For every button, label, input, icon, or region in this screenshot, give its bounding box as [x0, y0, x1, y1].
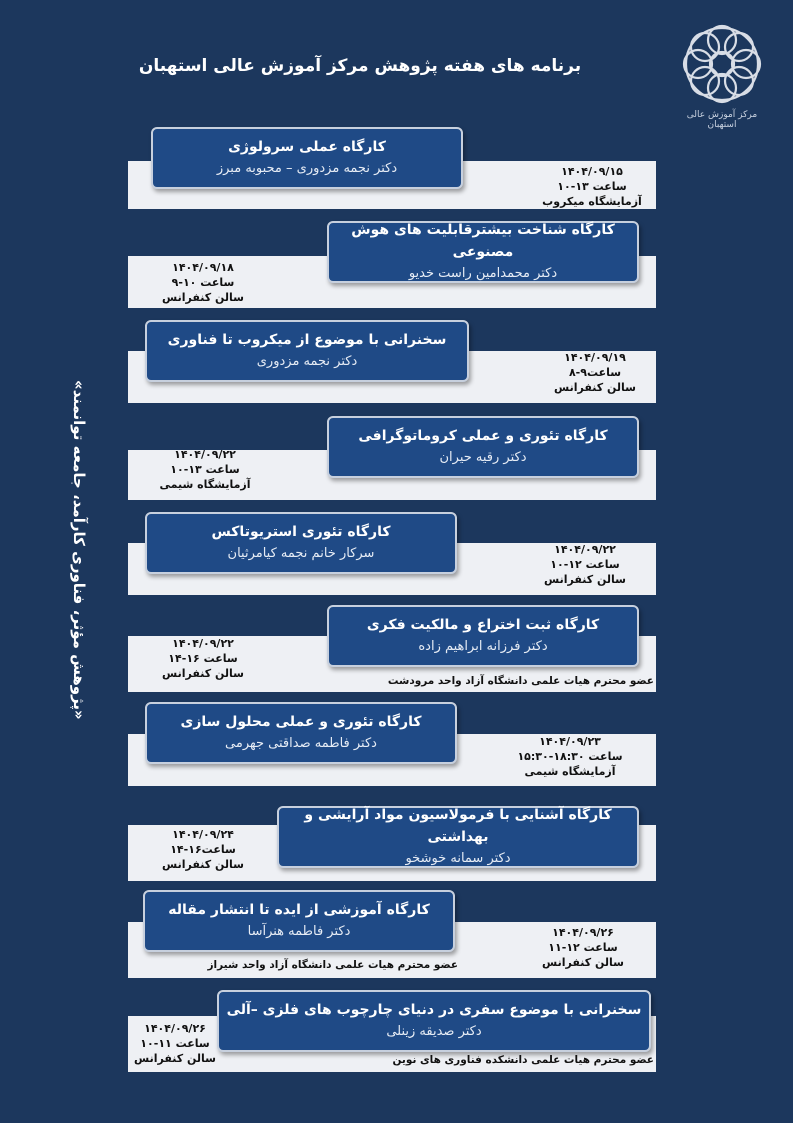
event-meta [530, 164, 654, 209]
event-meta [528, 925, 638, 970]
event-card [277, 806, 639, 868]
event-affiliation: عضو محترم هیات علمی دانشگاه آزاد واحد شیراز [207, 959, 458, 971]
event-card [145, 320, 469, 382]
event-card [151, 127, 463, 189]
event-presenter: دکتر نجمه مزدوری – محبوبه مبرز [216, 161, 398, 176]
event-presenter: دکتر نجمه مزدوری [256, 354, 358, 369]
event-date: ۱۴۰۴/۰۹/۲۳ [539, 735, 601, 748]
event-title: کارگاه تئوری و عملی محلول سازی [180, 714, 422, 730]
event-title: کارگاه آموزشی از ایده تا انتشار مقاله [168, 902, 430, 918]
event-presenter: دکتر فاطمه هنرآسا [247, 924, 351, 939]
event-date: ۱۴۰۴/۰۹/۱۸ [172, 261, 234, 274]
event-card [327, 605, 639, 667]
event-date: ۱۴۰۴/۰۹/۲۲ [174, 448, 236, 461]
event-presenter: دکتر سمانه خوشخو [405, 851, 511, 866]
event-title: کارگاه ثبت اختراع و مالکیت فکری [366, 617, 600, 633]
event-time: ساعت ۱۶-۱۴ [168, 652, 238, 665]
event-meta [530, 542, 640, 587]
event-card [145, 512, 457, 574]
event-meta [540, 350, 650, 395]
event-venue: سالن کنفرانس [542, 956, 624, 969]
event-title: کارگاه تئوری استریوتاکس [211, 524, 391, 540]
event-venue: سالن کنفرانس [544, 573, 626, 586]
event-meta [505, 734, 635, 779]
event-date: ۱۴۰۴/۰۹/۲۶ [552, 926, 614, 939]
event-date: ۱۴۰۴/۰۹/۲۲ [172, 637, 234, 650]
event-presenter: دکتر فاطمه صداقتی جهرمی [225, 736, 377, 751]
event-venue: سالن کنفرانس [554, 381, 636, 394]
event-time: ساعت۹-۸ [568, 366, 622, 379]
event-date: ۱۴۰۴/۰۹/۲۶ [144, 1022, 206, 1035]
event-venue: آزمایشگاه میکروب [542, 195, 642, 208]
event-card [143, 890, 455, 952]
event-card [145, 702, 457, 764]
event-presenter: دکتر صدیقه زینلی [386, 1024, 482, 1039]
event-presenter: دکتر فرزانه ابراهیم زاده [418, 639, 548, 654]
event-time: ساعت ۱۳-۱۰ [170, 463, 240, 476]
event-meta [148, 636, 258, 681]
event-venue: آزمایشگاه شیمی [524, 765, 616, 778]
event-title: سخنرانی با موضوع از میکروب تا فناوری [167, 332, 447, 348]
event-date: ۱۴۰۴/۰۹/۱۵ [561, 165, 623, 178]
event-time: ساعت ۱۸:۳۰-۱۵:۳۰ [517, 750, 623, 763]
event-time: ساعت ۱۳-۱۰ [557, 180, 627, 193]
event-presenter: دکتر محمدامین راست خدیو [408, 266, 558, 281]
event-date: ۱۴۰۴/۰۹/۲۲ [554, 543, 616, 556]
event-card [327, 221, 639, 283]
event-title: کارگاه تئوری و عملی کروماتوگرافی [358, 428, 608, 444]
institution-logo [672, 22, 772, 142]
event-time: ساعت ۱۱-۱۰ [140, 1037, 210, 1050]
slogan: «پژوهش مؤثر، فناوری کارآمد، جامعه توانمند» [70, 380, 88, 720]
event-affiliation: عضو محترم هیات علمی دانشگاه آزاد واحد مرودشت [387, 675, 654, 687]
event-meta [148, 827, 258, 872]
event-meta [150, 447, 260, 492]
event-meta [148, 260, 258, 305]
rosette-logo-icon [680, 22, 764, 106]
event-time: ساعت۱۶-۱۴ [170, 843, 236, 856]
event-time: ساعت ۱۰-۹ [171, 276, 235, 289]
event-card [327, 416, 639, 478]
event-meta [120, 1021, 230, 1066]
event-affiliation: عضو محترم هیات علمی دانشکده فناوری های نوین [392, 1054, 654, 1066]
logo-caption: مرکز آموزش عالی استهبان [686, 110, 758, 130]
event-date: ۱۴۰۴/۰۹/۲۴ [172, 828, 234, 841]
event-time: ساعت ۱۲-۱۱ [548, 941, 618, 954]
event-title: کارگاه عملی سرولوژی [228, 139, 386, 155]
event-venue: آزمایشگاه شیمی [159, 478, 251, 491]
event-title: سخنرانی با موضوع سفری در دنیای چارچوب های فلزی –آلی [226, 1002, 642, 1018]
event-venue: سالن کنفرانس [134, 1052, 216, 1065]
event-presenter: سرکار خانم نجمه کیامرثیان [227, 546, 375, 561]
event-date: ۱۴۰۴/۰۹/۱۹ [564, 351, 626, 364]
event-title: کارگاه آشنایی با فرمولاسیون مواد آرایشی و بهداشتی [304, 807, 612, 845]
event-title: کارگاه شناخت بیشترقابلیت های هوش مصنوعی [351, 222, 615, 260]
page-title: برنامه های هفته پژوهش مرکز آموزش عالی استهبان [138, 56, 582, 76]
event-card [217, 990, 651, 1052]
event-venue: سالن کنفرانس [162, 667, 244, 680]
event-venue: سالن کنفرانس [162, 291, 244, 304]
event-time: ساعت ۱۲-۱۰ [550, 558, 620, 571]
event-presenter: دکتر رقیه حیران [439, 450, 527, 465]
event-venue: سالن کنفرانس [162, 858, 244, 871]
